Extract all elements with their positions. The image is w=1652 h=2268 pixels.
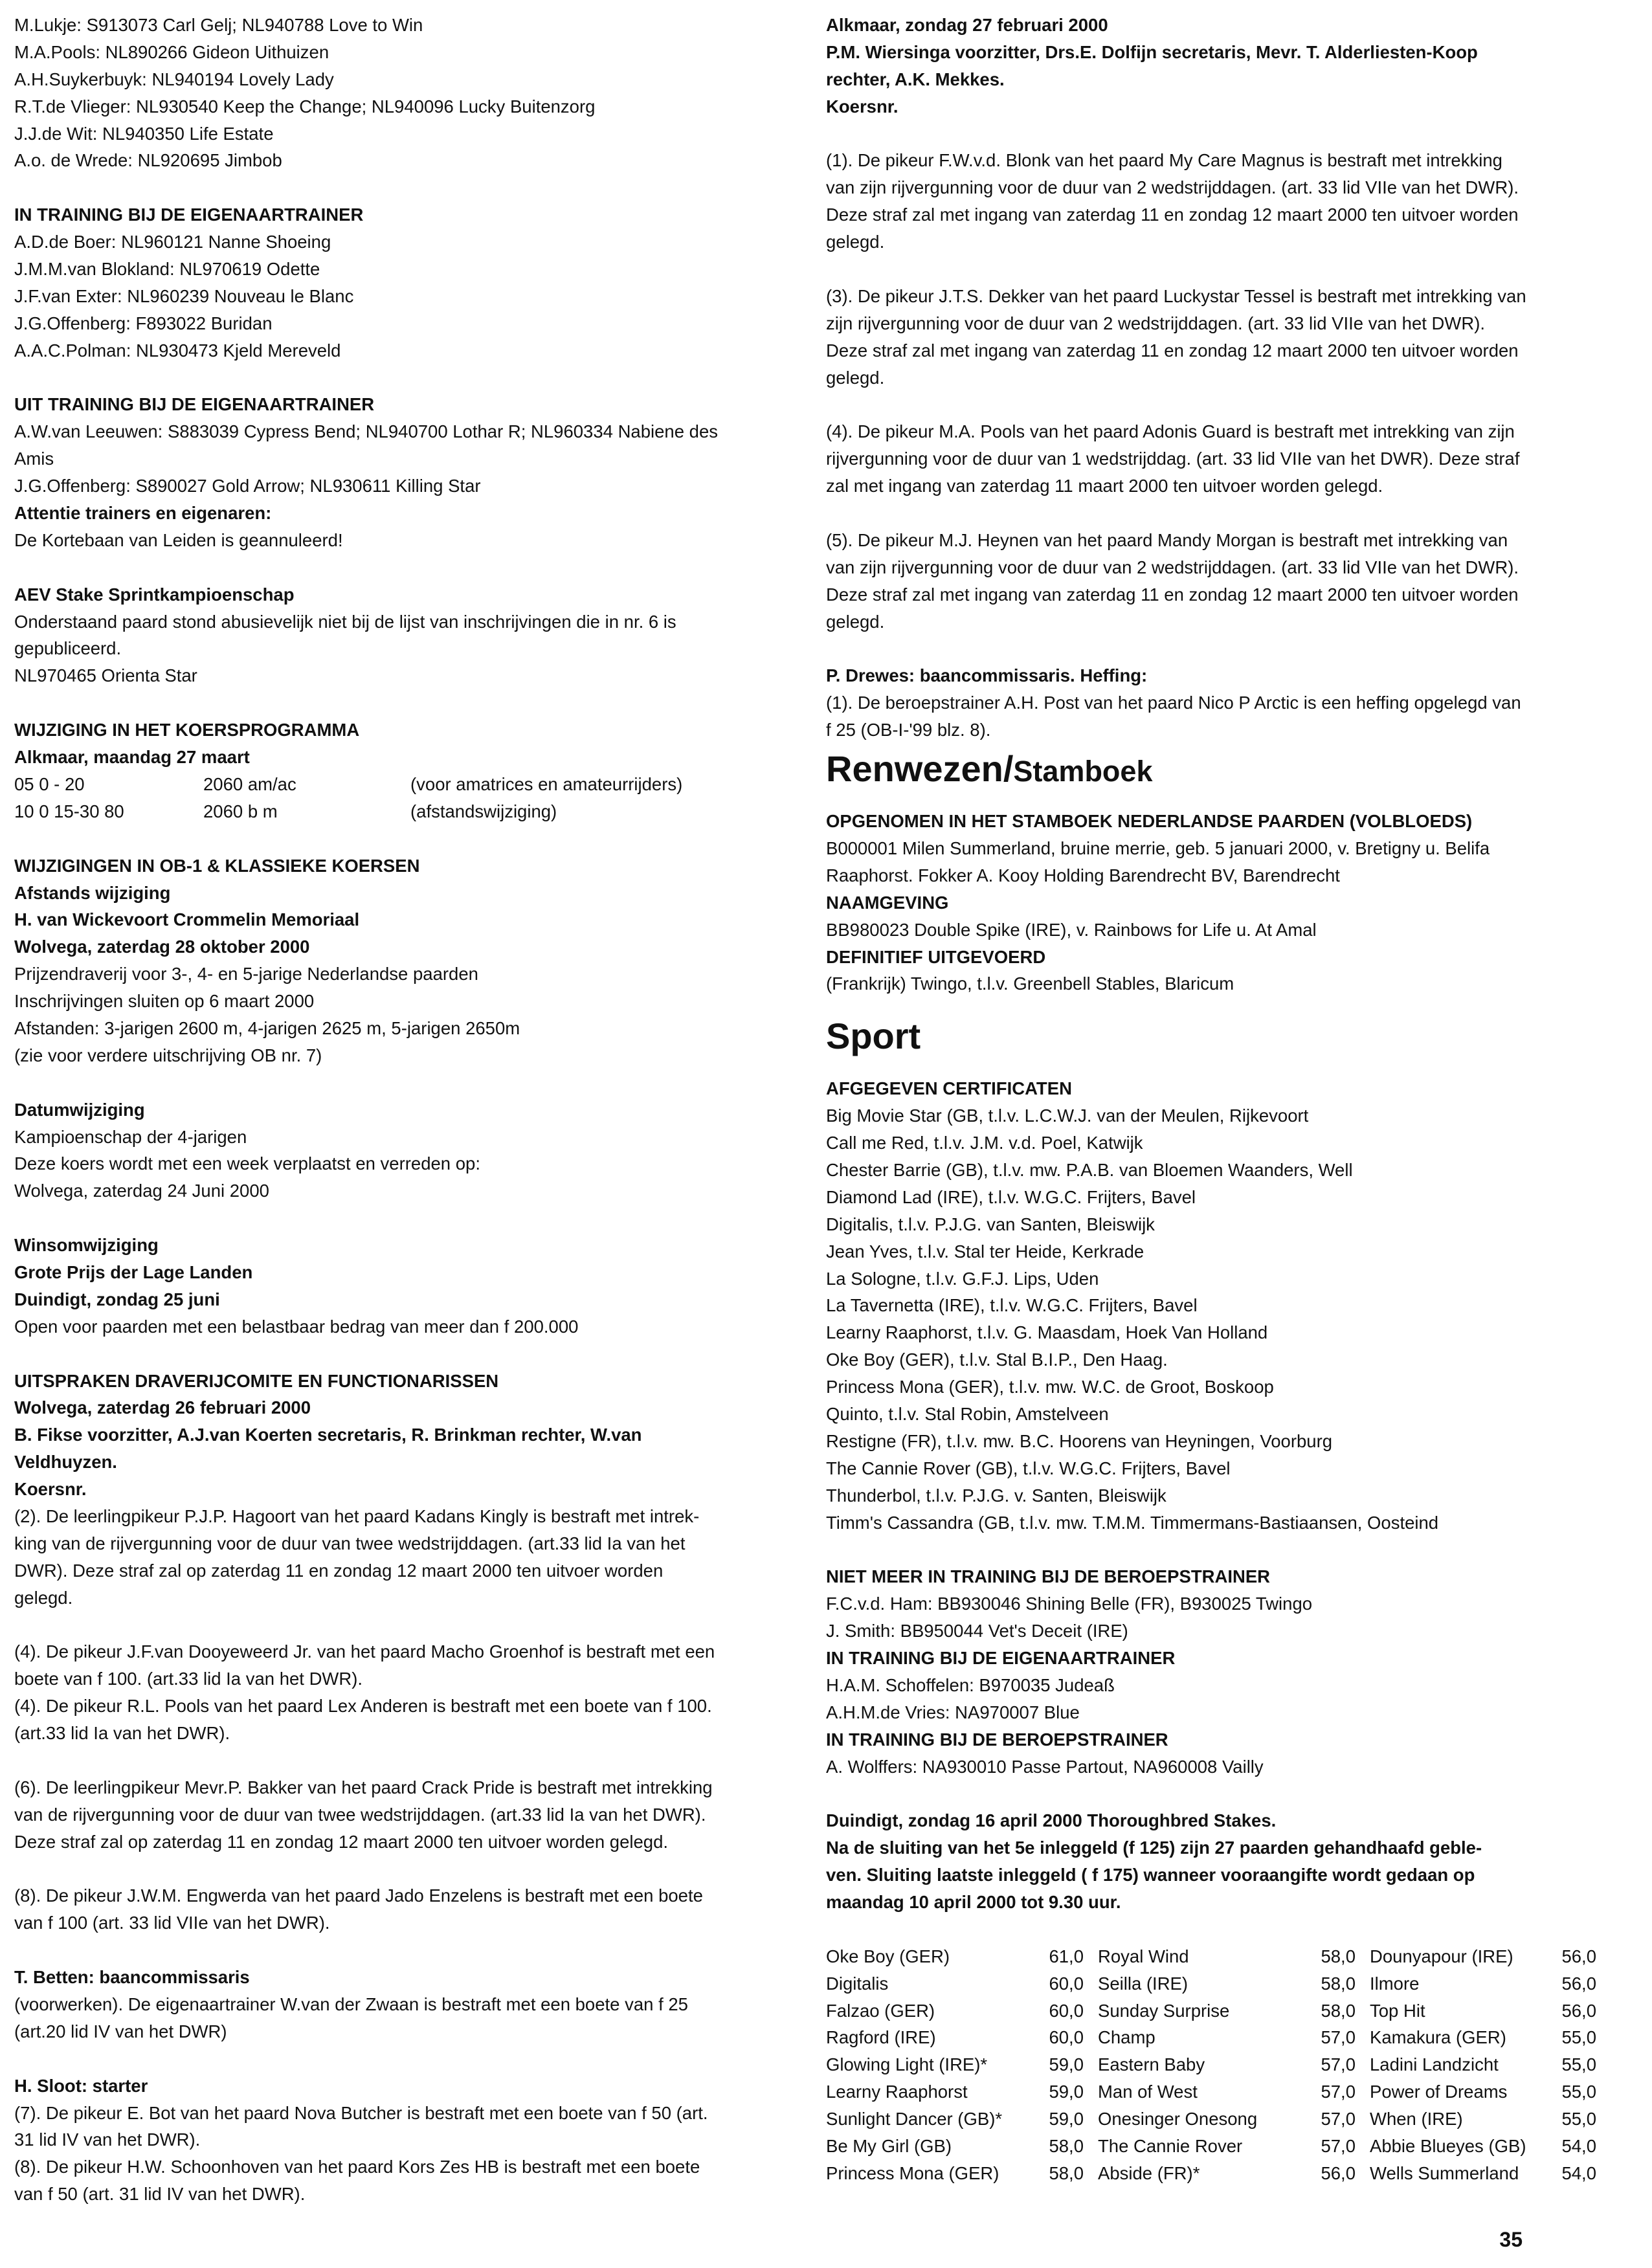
- text-line: gelegd.: [14, 1587, 73, 1608]
- horse-weight: 56,0: [1321, 2162, 1356, 2183]
- heading-line: IN TRAINING BIJ DE BEROEPSTRAINER: [826, 1729, 1168, 1750]
- spacer: [826, 1536, 1612, 1563]
- text-line: (8). De pikeur H.W. Schoonhoven van het paard Kors Zes HB is bestraft met een boete: [14, 2157, 700, 2177]
- horse-name: Champ: [1098, 2027, 1155, 2048]
- text-line: f 25 (OB-I-'99 blz. 8).: [826, 720, 991, 740]
- spacer: [826, 1780, 1612, 1807]
- horse-weight: 55,0: [1561, 2109, 1596, 2129]
- section-title-main: Renwezen/: [826, 748, 1014, 790]
- heading-line: DEFINITIEF UITGEVOERD: [826, 946, 1046, 967]
- spacer: [14, 1340, 791, 1368]
- text-line: Kampioenschap der 4-jarigen: [14, 1126, 247, 1147]
- spacer: [826, 635, 1612, 662]
- spacer: [14, 1205, 791, 1232]
- heading-line: Duindigt, zondag 16 april 2000 Thoroughbred Stakes.: [826, 1810, 1277, 1831]
- text-line: Wolvega, zaterdag 24 Juni 2000: [14, 1181, 269, 1201]
- stakes-row: [1370, 2078, 1611, 2106]
- text-line: Amis: [14, 449, 54, 469]
- horse-weight: 59,0: [1049, 2054, 1084, 2075]
- text-line: (Frankrijk) Twingo, t.l.v. Greenbell Stables, Blaricum: [826, 973, 1234, 994]
- stakes-row: [1370, 1943, 1611, 1970]
- stakes-row: [826, 2051, 1098, 2078]
- horse-weight: 57,0: [1321, 2136, 1356, 2157]
- spacer: [826, 997, 1612, 1011]
- horse-weight: 55,0: [1561, 2082, 1596, 2102]
- text-line: B000001 Milen Summerland, bruine merrie, geb. 5 januari 2000, v. Bretigny u. Belifa: [826, 838, 1490, 858]
- stakes-row: [1098, 2106, 1370, 2133]
- text-line: M.A.Pools: NL890266 Gideon Uithuizen: [14, 41, 329, 62]
- stakes-column: [826, 1943, 1098, 2187]
- heading-line: Alkmaar, zondag 27 februari 2000: [826, 15, 1108, 35]
- horse-name: Sunlight Dancer (GB)*: [826, 2109, 1003, 2129]
- text-line: (4). De pikeur R.L. Pools van het paard Lex Anderen is bestraft met een boete van f 100.: [14, 1696, 712, 1717]
- stakes-row: [1370, 1970, 1611, 1997]
- horse-name: Ilmore: [1370, 1973, 1420, 1994]
- horse-name: Abbie Blueyes (GB): [1370, 2136, 1526, 2157]
- stakes-row: [1370, 2160, 1611, 2187]
- text-line: J.F.van Exter: NL960239 Nouveau le Blanc: [14, 285, 354, 306]
- text-line: The Cannie Rover (GB), t.l.v. W.G.C. Frijters, Bavel: [826, 1458, 1231, 1478]
- heading-line: B. Fikse voorzitter, A.J.van Koerten secretaris, R. Brinkman rechter, W.van: [14, 1425, 642, 1445]
- horse-weight: 54,0: [1561, 2162, 1596, 2183]
- text-line: van zijn rijvergunning voor de duur van 2 wedstrijddagen. (art. 33 lid VIIe van het DWR).: [826, 557, 1519, 577]
- horse-weight: 58,0: [1049, 2162, 1084, 2183]
- heading-line: Afstands wijziging: [14, 882, 171, 903]
- horse-weight: 61,0: [1049, 1946, 1084, 1966]
- heading-line: IN TRAINING BIJ DE EIGENAARTRAINER: [14, 205, 364, 225]
- heading-line: P.M. Wiersinga voorzitter, Drs.E. Dolfijn secretaris, Mevr. T. Alderliesten-Koop: [826, 41, 1478, 62]
- heading-line: NIET MEER IN TRAINING BIJ DE BEROEPSTRAINER: [826, 1566, 1271, 1587]
- spacer: [826, 1916, 1612, 1943]
- spacer: [14, 1612, 791, 1639]
- stakes-row: [826, 1970, 1098, 1997]
- heading-line: Wolvega, zaterdag 28 oktober 2000: [14, 937, 310, 957]
- text-line: (zie voor verdere uitschrijving OB nr. 7): [14, 1045, 322, 1065]
- text-line: van de rijvergunning voor de duur van twee wedstrijddagen. (art.33 lid Ia van het DWR).: [14, 1804, 706, 1825]
- text-line: (voorwerken). De eigenaartrainer W.van der Zwaan is bestraft met een boete van f 25: [14, 1994, 688, 2015]
- heading-line: WIJZIGINGEN IN OB-1 & KLASSIEKE KOERSEN: [14, 855, 420, 876]
- horse-weight: 58,0: [1321, 1973, 1356, 1994]
- heading-line: UITSPRAKEN DRAVERIJCOMITE EN FUNCTIONARISSEN: [14, 1370, 499, 1391]
- horse-name: Learny Raaphorst: [826, 2082, 968, 2102]
- text-line: zal met ingang van zaterdag 11 maart 2000 ten uitvoer worden gelegd.: [826, 476, 1383, 496]
- program-change-cell: 2060 am/ac: [203, 773, 296, 794]
- horse-name: When (IRE): [1370, 2109, 1463, 2129]
- horse-name: Oke Boy (GER): [826, 1946, 950, 1966]
- stakes-row: [1370, 2051, 1611, 2078]
- page-number: 35: [1499, 2228, 1523, 2251]
- stakes-row: [1098, 2133, 1370, 2160]
- text-line: Deze koers wordt met een week verplaatst en verreden op:: [14, 1153, 480, 1174]
- text-line: (8). De pikeur J.W.M. Engwerda van het paard Jado Enzelens is bestraft met een boete: [14, 1885, 703, 1906]
- horse-name: Abside (FR)*: [1098, 2162, 1200, 2183]
- spacer: [14, 1747, 791, 1774]
- spacer: [826, 500, 1612, 527]
- stakes-row: [826, 2160, 1098, 2187]
- heading-line: rechter, A.K. Mekkes.: [826, 69, 1005, 89]
- text-line: J. Smith: BB950044 Vet's Deceit (IRE): [826, 1621, 1128, 1641]
- stakes-row: [1370, 2106, 1611, 2133]
- text-line: 31 lid IV van het DWR).: [14, 2129, 201, 2150]
- heading-line: WIJZIGING IN HET KOERSPROGRAMMA: [14, 720, 360, 740]
- spacer: [14, 825, 791, 852]
- text-line: rijvergunning voor de duur van 1 wedstrijddag. (art. 33 lid VIIe van het DWR). Deze straf: [826, 449, 1520, 469]
- text-line: A.o. de Wrede: NL920695 Jimbob: [14, 150, 282, 171]
- horse-name: The Cannie Rover: [1098, 2136, 1243, 2157]
- stakes-row: [826, 1943, 1098, 1970]
- text-line: BB980023 Double Spike (IRE), v. Rainbows for Life u. At Amal: [826, 919, 1317, 940]
- section-title: [826, 1011, 1612, 1062]
- text-line: Deze straf zal met ingang van zaterdag 11 en zondag 12 maart 2000 ten uitvoer worden: [826, 205, 1519, 225]
- horse-name: Glowing Light (IRE)*: [826, 2054, 988, 2075]
- heading-line: H. Sloot: starter: [14, 2075, 148, 2096]
- horse-name: Top Hit: [1370, 2000, 1425, 2021]
- heading-line: T. Betten: baancommissaris: [14, 1967, 250, 1988]
- text-line: Jean Yves, t.l.v. Stal ter Heide, Kerkrade: [826, 1241, 1144, 1262]
- horse-weight: 56,0: [1561, 1946, 1596, 1966]
- text-line: Deze straf zal op zaterdag 11 en zondag 12 maart 2000 ten uitvoer worden gelegd.: [14, 1831, 669, 1852]
- horse-name: Princess Mona (GER): [826, 2162, 999, 2183]
- left-column: [14, 12, 791, 2208]
- heading-line: UIT TRAINING BIJ DE EIGENAARTRAINER: [14, 394, 375, 415]
- text-line: gelegd.: [826, 232, 885, 252]
- text-line: Timm's Cassandra (GB, t.l.v. mw. T.M.M. Timmermans-Bastiaansen, Oosteind: [826, 1512, 1439, 1533]
- stakes-column: [1370, 1943, 1611, 2187]
- text-line: Chester Barrie (GB), t.l.v. mw. P.A.B. van Bloemen Waanders, Well: [826, 1159, 1353, 1180]
- horse-name: Be My Girl (GB): [826, 2136, 952, 2157]
- text-line: boete van f 100. (art.33 lid Ia van het DWR).: [14, 1669, 363, 1689]
- spacer: [14, 364, 791, 392]
- stakes-row: [1098, 2024, 1370, 2051]
- horse-name: Onesinger Onesong: [1098, 2109, 1258, 2129]
- text-line: A.A.C.Polman: NL930473 Kjeld Mereveld: [14, 340, 341, 361]
- text-line: gelegd.: [826, 611, 885, 632]
- horse-name: Falzao (GER): [826, 2000, 935, 2021]
- spacer: [14, 1856, 791, 1883]
- text-line: zijn rijvergunning voor de duur van 2 wedstrijddagen. (art. 33 lid VIIe van het DWR).: [826, 313, 1486, 333]
- horse-name: Man of West: [1098, 2082, 1198, 2102]
- heading-line: OPGENOMEN IN HET STAMBOEK NEDERLANDSE PAARDEN (VOLBLOEDS): [826, 811, 1473, 832]
- heading-line: Winsomwijziging: [14, 1235, 159, 1256]
- program-change-row: 05 0 - 20 2060 am/ac (voor amatrices en amateurrijders): [14, 771, 791, 798]
- text-line: Restigne (FR), t.l.v. mw. B.C. Hoorens van Heyningen, Voorburg: [826, 1430, 1333, 1451]
- text-line: F.C.v.d. Ham: BB930046 Shining Belle (FR), B930025 Twingo: [826, 1594, 1313, 1614]
- program-change-cell: 10 0 15-30 80: [14, 801, 124, 821]
- spacer: [14, 174, 791, 201]
- horse-name: Ladini Landzicht: [1370, 2054, 1499, 2075]
- horse-weight: 57,0: [1321, 2027, 1356, 2048]
- text-line: van f 100 (art. 33 lid VIIe van het DWR).: [14, 1913, 330, 1933]
- horse-weight: 58,0: [1321, 2000, 1356, 2021]
- heading-line: Veldhuyzen.: [14, 1452, 117, 1473]
- program-change-cell: 2060 b m: [203, 801, 278, 821]
- text-line: La Sologne, t.l.v. G.F.J. Lips, Uden: [826, 1268, 1099, 1289]
- horse-name: Sunday Surprise: [1098, 2000, 1230, 2021]
- horse-name: Eastern Baby: [1098, 2054, 1205, 2075]
- heading-line: Alkmaar, maandag 27 maart: [14, 747, 250, 768]
- spacer: [14, 1937, 791, 1964]
- heading-line: Datumwijziging: [14, 1099, 145, 1120]
- text-line: Big Movie Star (GB, t.l.v. L.C.W.J. van der Meulen, Rijkevoort: [826, 1106, 1309, 1126]
- text-line: M.Lukje: S913073 Carl Gelj; NL940788 Love to Win: [14, 15, 423, 35]
- heading-line: NAAMGEVING: [826, 892, 949, 913]
- horse-name: Royal Wind: [1098, 1946, 1189, 1966]
- text-line: J.G.Offenberg: F893022 Buridan: [14, 313, 273, 333]
- heading-line: H. van Wickevoort Crommelin Memoriaal: [14, 909, 360, 930]
- text-line: J.J.de Wit: NL940350 Life Estate: [14, 123, 274, 144]
- text-line: A.W.van Leeuwen: S883039 Cypress Bend; NL940700 Lothar R; NL960334 Nabiene des: [14, 421, 718, 442]
- horse-weight: 59,0: [1049, 2082, 1084, 2102]
- text-line: (art.20 lid IV van het DWR): [14, 2021, 227, 2041]
- text-line: gepubliceerd.: [14, 638, 122, 659]
- heading-line: Grote Prijs der Lage Landen: [14, 1262, 253, 1282]
- text-line: Onderstaand paard stond abusievelijk niet bij de lijst van inschrijvingen die in nr. 6 is: [14, 611, 676, 632]
- stakes-row: [826, 2106, 1098, 2133]
- heading-line: AEV Stake Sprintkampioenschap: [14, 584, 295, 605]
- stakes-row: [826, 1997, 1098, 2025]
- text-line: (6). De leerlingpikeur Mevr.P. Bakker van het paard Crack Pride is bestraft met intrekking: [14, 1777, 713, 1797]
- stakes-row: [1098, 1970, 1370, 1997]
- text-line: Deze straf zal met ingang van zaterdag 11 en zondag 12 maart 2000 ten uitvoer worden: [826, 340, 1519, 361]
- heading-line: maandag 10 april 2000 tot 9.30 uur.: [826, 1892, 1121, 1912]
- stakes-row: [826, 2024, 1098, 2051]
- right-column-text: [826, 12, 1612, 1943]
- text-line: (3). De pikeur J.T.S. Dekker van het paard Luckystar Tessel is bestraft met intrekking van: [826, 285, 1526, 306]
- right-column: [826, 12, 1612, 2187]
- spacer: [14, 689, 791, 717]
- heading-line: Koersnr.: [826, 96, 899, 117]
- stakes-row: [1098, 2078, 1370, 2106]
- horse-weight: 56,0: [1561, 2000, 1596, 2021]
- text-line: king van de rijvergunning voor de duur van twee wedstrijddagen. (art.33 lid Ia van het: [14, 1533, 686, 1553]
- horse-name: Seilla (IRE): [1098, 1973, 1189, 1994]
- horse-weight: 59,0: [1049, 2109, 1084, 2129]
- text-line: Oke Boy (GER), t.l.v. Stal B.I.P., Den Haag.: [826, 1350, 1168, 1370]
- horse-weight: 60,0: [1049, 1973, 1084, 1994]
- horse-name: Power of Dreams: [1370, 2082, 1508, 2102]
- section-title-main: Sport: [826, 1016, 921, 1057]
- heading-line: P. Drewes: baancommissaris. Heffing:: [826, 665, 1148, 686]
- horse-weight: 54,0: [1561, 2136, 1596, 2157]
- spacer: [826, 256, 1612, 283]
- horse-weight: 58,0: [1049, 2136, 1084, 2157]
- text-line: Raaphorst. Fokker A. Kooy Holding Barendrecht BV, Barendrecht: [826, 865, 1340, 885]
- horse-weight: 60,0: [1049, 2027, 1084, 2048]
- spacer: [826, 391, 1612, 418]
- stakes-row: [1098, 1997, 1370, 2025]
- text-line: (4). De pikeur J.F.van Dooyeweerd Jr. van het paard Macho Groenhof is bestraft met een: [14, 1641, 715, 1662]
- heading-line: Wolvega, zaterdag 26 februari 2000: [14, 1397, 311, 1418]
- text-line: NL970465 Orienta Star: [14, 665, 197, 686]
- text-line: H.A.M. Schoffelen: B970035 Judeaß: [826, 1674, 1115, 1695]
- section-title-sub: Stamboek: [1013, 755, 1153, 788]
- horse-weight: 58,0: [1321, 1946, 1356, 1966]
- text-line: Learny Raaphorst, t.l.v. G. Maasdam, Hoek Van Holland: [826, 1322, 1268, 1343]
- text-line: De Kortebaan van Leiden is geannuleerd!: [14, 529, 343, 550]
- program-change-row: 10 0 15-30 80 2060 b m (afstandswijziging): [14, 798, 791, 825]
- heading-line: ven. Sluiting laatste inleggeld ( f 175) wanneer vooraangifte wordt gedaan op: [826, 1865, 1475, 1885]
- horse-name: Dounyapour (IRE): [1370, 1946, 1513, 1966]
- horse-weight: 55,0: [1561, 2054, 1596, 2075]
- text-line: La Tavernetta (IRE), t.l.v. W.G.C. Frijters, Bavel: [826, 1295, 1198, 1316]
- text-line: (1). De beroepstrainer A.H. Post van het paard Nico P Arctic is een heffing opgelegd van: [826, 693, 1521, 713]
- heading-line: AFGEGEVEN CERTIFICATEN: [826, 1078, 1072, 1099]
- text-line: Inschrijvingen sluiten op 6 maart 2000: [14, 991, 315, 1012]
- text-line: R.T.de Vlieger: NL930540 Keep the Change; NL940096 Lucky Buitenzorg: [14, 96, 596, 117]
- heading-line: Na de sluiting van het 5e inleggeld (f 125) zijn 27 paarden gehandhaafd geble-: [826, 1838, 1482, 1858]
- text-line: Prijzendraverij voor 3-, 4- en 5-jarige Nederlandse paarden: [14, 964, 478, 984]
- stakes-row: [1370, 2024, 1611, 2051]
- text-line: Call me Red, t.l.v. J.M. v.d. Poel, Katwijk: [826, 1133, 1143, 1153]
- text-line: (7). De pikeur E. Bot van het paard Nova Butcher is bestraft met een boete van f 50 (art.: [14, 2102, 708, 2123]
- horse-name: Ragford (IRE): [826, 2027, 936, 2048]
- stakes-row: [1370, 1997, 1611, 2025]
- horse-weight: 60,0: [1049, 2000, 1084, 2021]
- text-line: gelegd.: [826, 367, 885, 388]
- text-line: Afstanden: 3-jarigen 2600 m, 4-jarigen 2625 m, 5-jarigen 2650m: [14, 1017, 520, 1038]
- text-line: J.G.Offenberg: S890027 Gold Arrow; NL930611 Killing Star: [14, 476, 481, 496]
- horse-weight: 57,0: [1321, 2082, 1356, 2102]
- stakes-column: [1098, 1943, 1370, 2187]
- text-line: Princess Mona (GER), t.l.v. mw. W.C. de Groot, Boskoop: [826, 1377, 1274, 1397]
- program-change-cell: 05 0 - 20: [14, 773, 85, 794]
- horse-weight: 57,0: [1321, 2054, 1356, 2075]
- text-line: Deze straf zal met ingang van zaterdag 11 en zondag 12 maart 2000 ten uitvoer worden: [826, 584, 1519, 605]
- stakes-row: [1098, 2160, 1370, 2187]
- stakes-row: [1098, 1943, 1370, 1970]
- text-line: A. Wolffers: NA930010 Passe Partout, NA960008 Vailly: [826, 1756, 1264, 1777]
- text-line: van zijn rijvergunning voor de duur van 2 wedstrijddagen. (art. 33 lid VIIe van het DWR).: [826, 177, 1519, 198]
- horse-weight: 57,0: [1321, 2109, 1356, 2129]
- heading-line: Attentie trainers en eigenaren:: [14, 503, 272, 524]
- text-line: Thunderbol, t.l.v. P.J.G. v. Santen, Bleiswijk: [826, 1485, 1166, 1506]
- text-line: A.D.de Boer: NL960121 Nanne Shoeing: [14, 232, 331, 252]
- text-line: A.H.Suykerbuyk: NL940194 Lovely Lady: [14, 69, 334, 89]
- heading-line: Duindigt, zondag 25 juni: [14, 1289, 220, 1309]
- text-line: J.M.M.van Blokland: NL970619 Odette: [14, 259, 320, 280]
- horse-name: Wells Summerland: [1370, 2162, 1519, 2183]
- stakes-row: [1098, 2051, 1370, 2078]
- stakes-row: [826, 2078, 1098, 2106]
- text-line: Digitalis, t.l.v. P.J.G. van Santen, Bleiswijk: [826, 1214, 1155, 1234]
- heading-line: Koersnr.: [14, 1479, 87, 1500]
- horse-weight: 56,0: [1561, 1973, 1596, 1994]
- stakes-weights-table: [826, 1943, 1612, 2187]
- spacer: [826, 120, 1612, 148]
- text-line: DWR). Deze straf zal op zaterdag 11 en zondag 12 maart 2000 ten uitvoer worden: [14, 1560, 664, 1581]
- text-line: Diamond Lad (IRE), t.l.v. W.G.C. Frijters, Bavel: [826, 1186, 1196, 1207]
- stakes-row: [1370, 2133, 1611, 2160]
- heading-line: IN TRAINING BIJ DE EIGENAARTRAINER: [826, 1647, 1176, 1668]
- spacer: [14, 554, 791, 581]
- text-line: (4). De pikeur M.A. Pools van het paard Adonis Guard is bestraft met intrekking van zijn: [826, 421, 1515, 442]
- stakes-row: [826, 2133, 1098, 2160]
- text-line: Quinto, t.l.v. Stal Robin, Amstelveen: [826, 1403, 1109, 1424]
- horse-name: Digitalis: [826, 1973, 889, 1994]
- spacer: [826, 794, 1612, 808]
- horse-name: Kamakura (GER): [1370, 2027, 1506, 2048]
- horse-weight: 55,0: [1561, 2027, 1596, 2048]
- text-line: van f 50 (art. 31 lid IV van het DWR).: [14, 2184, 306, 2205]
- spacer: [826, 1062, 1612, 1075]
- text-line: (2). De leerlingpikeur P.J.P. Hagoort van het paard Kadans Kingly is bestraft met intrek-: [14, 1506, 700, 1526]
- spacer: [14, 2045, 791, 2073]
- text-line: A.H.M.de Vries: NA970007 Blue: [826, 1702, 1080, 1722]
- text-line: (art.33 lid Ia van het DWR).: [14, 1723, 230, 1744]
- section-title: [826, 744, 1612, 794]
- text-line: (5). De pikeur M.J. Heynen van het paard Mandy Morgan is bestraft met intrekking van: [826, 529, 1508, 550]
- text-line: Open voor paarden met een belastbaar bedrag van meer dan f 200.000: [14, 1316, 579, 1337]
- text-line: (1). De pikeur F.W.v.d. Blonk van het paard My Care Magnus is bestraft met intrekking: [826, 150, 1502, 171]
- spacer: [14, 1069, 791, 1096]
